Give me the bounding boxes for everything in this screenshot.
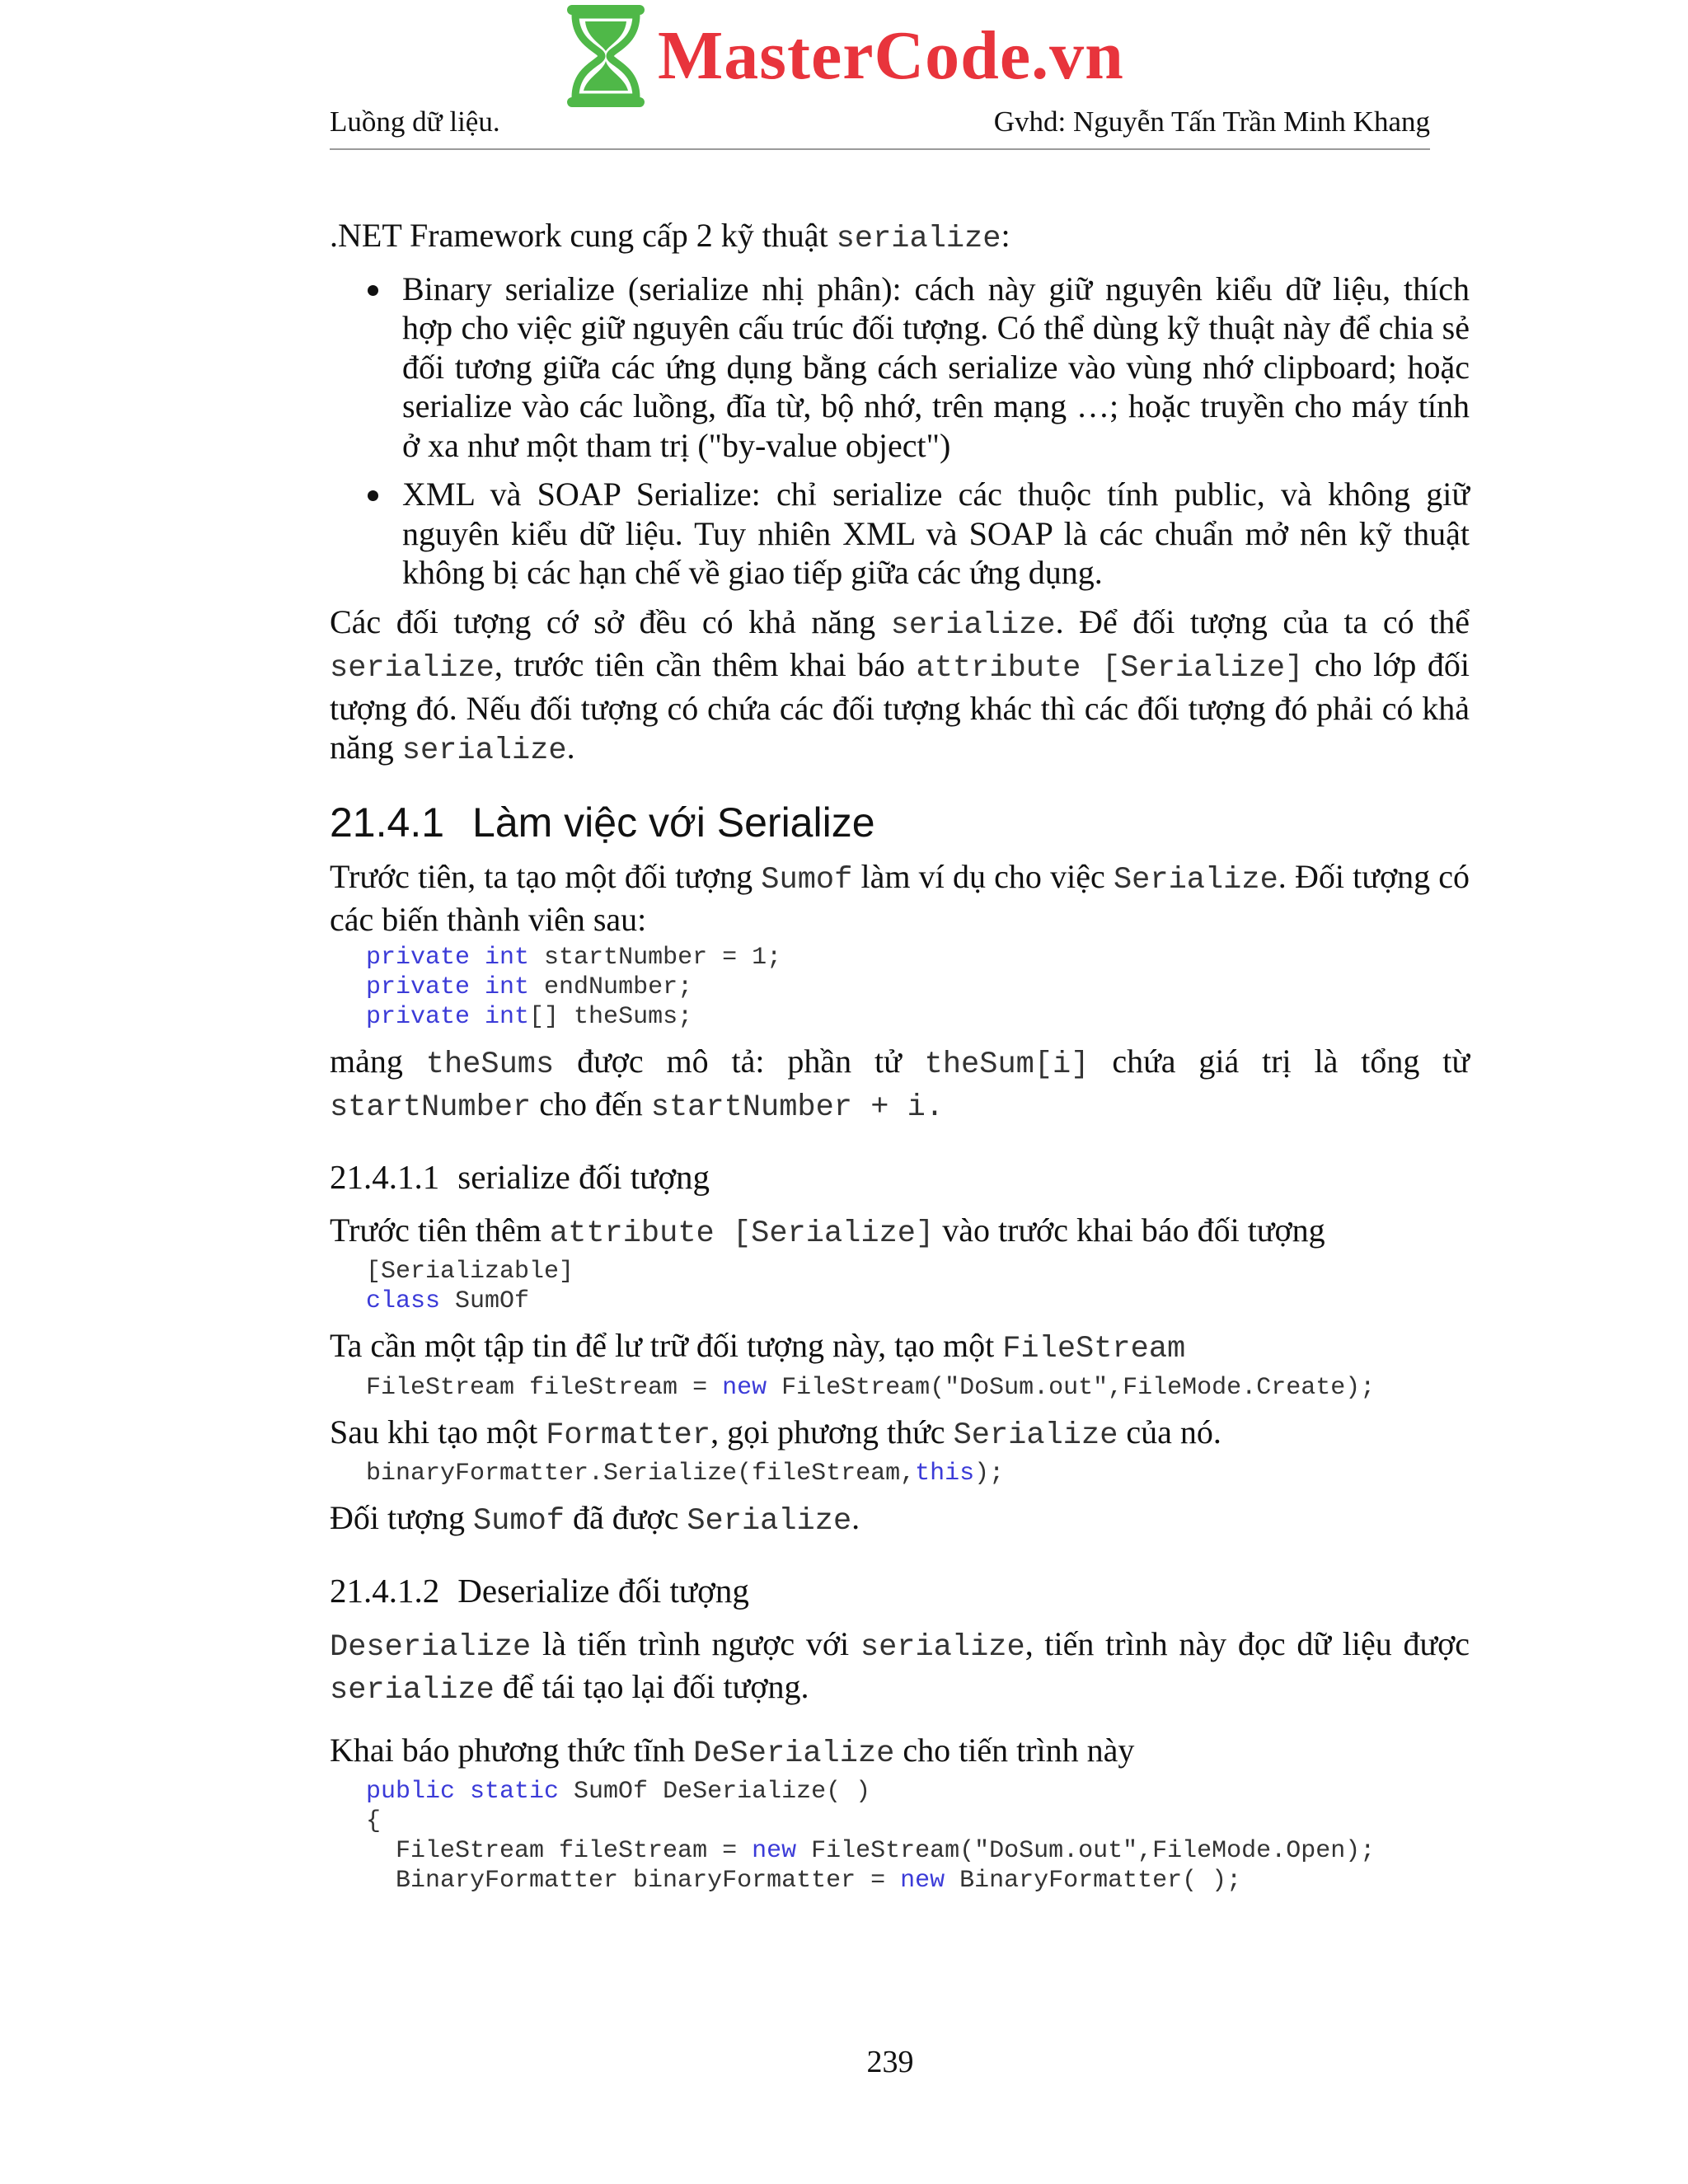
section-number: 21.4.1 bbox=[330, 799, 445, 846]
paragraph: Đối tượng Sumof đã được Serialize. bbox=[330, 1499, 860, 1539]
page-content bbox=[330, 216, 1470, 1905]
intro-text: .NET Framework cung cấp 2 kỹ thuật bbox=[330, 217, 828, 254]
subsection-number: 21.4.1.2 bbox=[330, 1571, 440, 1610]
header-rule bbox=[330, 148, 1430, 150]
paragraph: Khai báo phương thức tĩnh DeSerialize cho tiến trình này bbox=[330, 1731, 1135, 1771]
header-author: Gvhd: Nguyễn Tấn Trần Minh Khang bbox=[993, 105, 1430, 138]
paragraph: Trước tiên, ta tạo một đối tượng Sumof làm ví dụ cho việc Serialize. Đối tượng có các biến thành viên sau: bbox=[330, 857, 1470, 938]
hourglass-logo-icon bbox=[560, 2, 651, 110]
paragraph: Trước tiên thêm attribute [Serialize] vào trước khai báo đối tượng bbox=[330, 1211, 1325, 1251]
intro-tail: : bbox=[1001, 217, 1010, 254]
section-title: Làm việc với Serialize bbox=[472, 799, 875, 846]
subsection-title: Deserialize đối tượng bbox=[457, 1571, 749, 1610]
code-block: binaryFormatter.Serialize(fileStream,this); bbox=[366, 1460, 1005, 1488]
intro-paragraph bbox=[330, 216, 1470, 260]
subsection-title: serialize đối tượng bbox=[457, 1157, 710, 1196]
page-number: 239 bbox=[866, 2045, 914, 2079]
code-block: FileStream fileStream = new FileStream("DoSum.out",FileMode.Create); bbox=[366, 1373, 1376, 1402]
intro-code: serialize bbox=[836, 222, 1001, 256]
list-item: XML và SOAP Serialize: chỉ serialize các thuộc tính public, và không giữ nguyên kiểu dữ liệu. Tuy nhiên XML và SOAP là các chuẩn mở nên kỹ thuật không bị các hạn chế về giao tiếp giữa các ứng dụng. bbox=[402, 476, 1470, 591]
subsection-heading bbox=[330, 1570, 1470, 1611]
logo bbox=[560, 0, 1124, 111]
header-chapter: Luồng dữ liệu. bbox=[330, 105, 500, 138]
brand-name: MasterCode.vn bbox=[658, 16, 1124, 94]
paragraph: Các đối tượng cớ sở đều có khả năng serialize. Để đối tượng của ta có thể serialize, trước tiên cần thêm khai báo attribute [Serialize] cho lớp đối tượng đó. Nếu đối tượng có chứa các đối tượng khác thì các đối tượng đó phải có khả năng serialize. bbox=[330, 602, 1470, 768]
list-item: Binary serialize (serialize nhị phân): cách này giữ nguyên kiểu dữ liệu, thích hợp cho việc giữ nguyên cấu trúc đối tượng. Có thể dùng kỹ thuật này để chia sẻ đối tương giữa các ứng dụng bằng cách serialize vào vùng nhớ clipboard; hoặc serialize vào các luồng, đĩa từ, bộ nhớ, trên mạng …; hoặc truyền cho máy tính ở xa như một tham trị ("by-value object") bbox=[402, 269, 1470, 464]
code-block: [Serializable] class SumOf bbox=[366, 1258, 574, 1315]
paragraph: Ta cần một tập tin để lư trữ đối tượng này, tạo một FileStream bbox=[330, 1327, 1186, 1366]
running-head bbox=[330, 105, 1430, 138]
section-heading bbox=[330, 798, 1470, 847]
code-block: private int startNumber = 1; private int endNumber; private int[] theSums; bbox=[366, 943, 782, 1031]
code-block: public static SumOf DeSerialize( ) { FileStream fileStream = new FileStream("DoSum.out",FileMode.Open); BinaryFormatter binaryFormatter = new BinaryFormatter( ); bbox=[366, 1778, 1376, 1895]
serialize-techniques-list bbox=[330, 269, 1470, 593]
paragraph: Sau khi tạo một Formatter, gọi phương thức Serialize của nó. bbox=[330, 1413, 1221, 1453]
paragraph: mảng theSums được mô tả: phần tử theSum[i] chứa giá trị là tổng từ startNumber cho đến startNumber + i. bbox=[330, 1042, 1470, 1125]
subsection-number: 21.4.1.1 bbox=[330, 1157, 440, 1196]
paragraph: Deserialize là tiến trình ngược với serialize, tiến trình này đọc dữ liệu được serialize để tái tạo lại đối tượng. bbox=[330, 1624, 1470, 1708]
subsection-heading bbox=[330, 1156, 1470, 1197]
